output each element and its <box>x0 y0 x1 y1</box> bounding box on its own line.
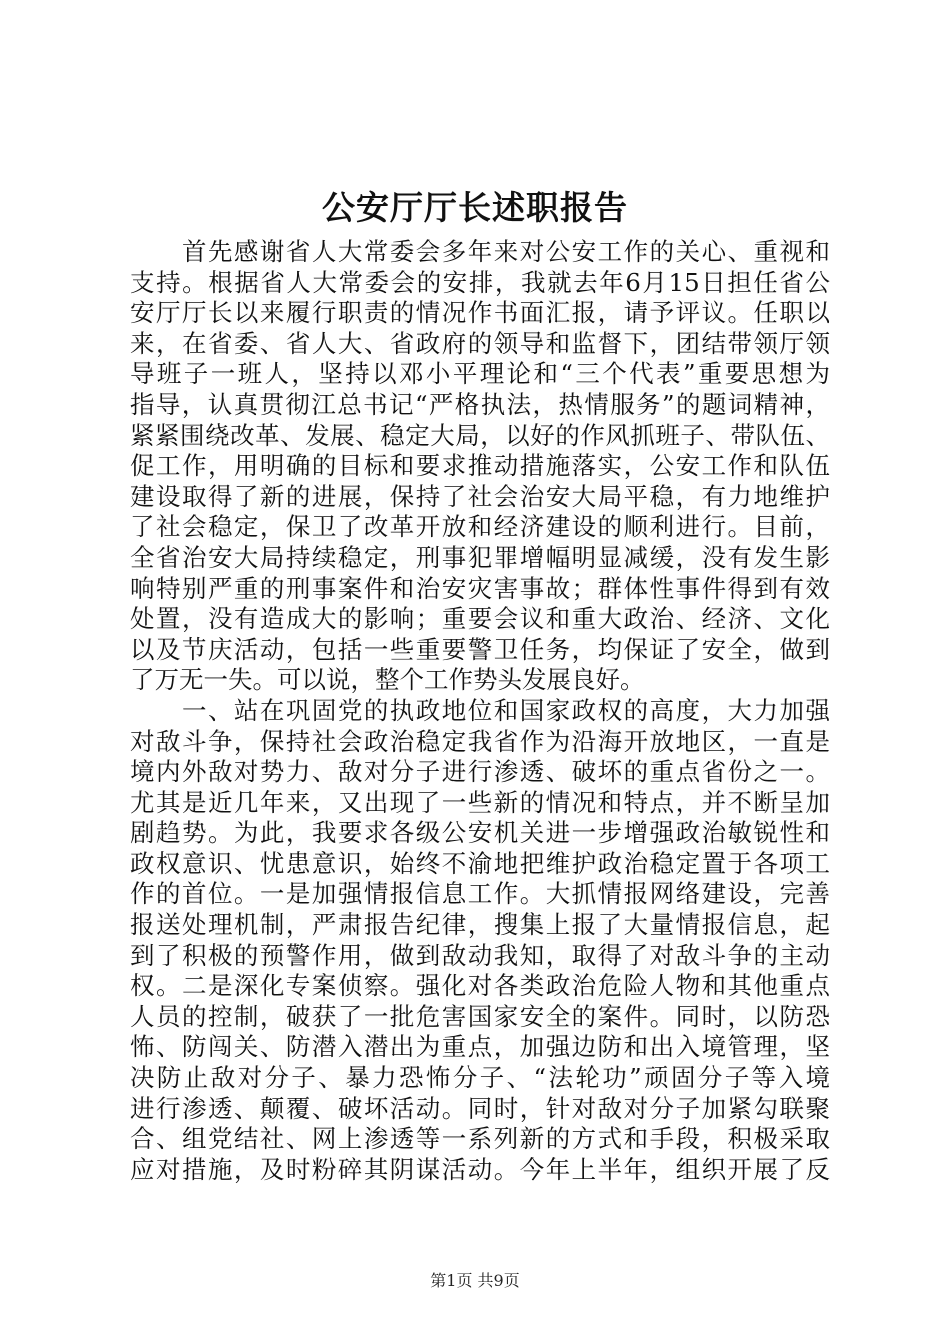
body-line: 一、站在巩固党的执政地位和国家政权的高度，大力加强 <box>130 695 830 725</box>
body-line: 进行渗透、颠覆、破坏活动。同时，针对敌对分子加紧勾联聚 <box>130 1093 830 1123</box>
document-title: 公安厅厅长述职报告 <box>322 188 628 227</box>
body-line: 政权意识、忧患意识，始终不渝地把维护政治稳定置于各项工 <box>130 848 830 878</box>
body-line: 支持。根据省人大常委会的安排，我就去年6月15日担任省公 <box>130 267 830 297</box>
body-line: 导班子一班人，坚持以邓小平理论和“三个代表”重要思想为 <box>130 359 830 389</box>
body-line: 了社会稳定，保卫了改革开放和经济建设的顺利进行。目前， <box>130 512 830 542</box>
body-line: 紧紧围绕改革、发展、稳定大局，以好的作风抓班子、带队伍、 <box>130 420 830 450</box>
body-line: 合、组党结社、网上渗透等一系列新的方式和手段，积极采取 <box>130 1124 830 1154</box>
body-line: 对敌斗争，保持社会政治稳定我省作为沿海开放地区，一直是 <box>130 726 830 756</box>
body-line: 建设取得了新的进展，保持了社会治安大局平稳，有力地维护 <box>130 481 830 511</box>
body-line: 处置，没有造成大的影响；重要会议和重大政治、经济、文化 <box>130 604 830 634</box>
body-line: 尤其是近几年来，又出现了一些新的情况和特点，并不断呈加 <box>130 787 830 817</box>
body-line: 人员的控制，破获了一批危害国家安全的案件。同时，以防恐 <box>130 1001 830 1031</box>
body-line: 以及节庆活动，包括一些重要警卫任务，均保证了安全，做到 <box>130 634 830 664</box>
body-line: 决防止敌对分子、暴力恐怖分子、“法轮功”顽固分子等入境 <box>130 1063 830 1093</box>
body-line: 促工作，用明确的目标和要求推动措施落实，公安工作和队伍 <box>130 451 830 481</box>
body-line: 全省治安大局持续稳定，刑事犯罪增幅明显减缓，没有发生影 <box>130 542 830 572</box>
body-line: 报送处理机制，严肃报告纪律，搜集上报了大量情报信息，起 <box>130 910 830 940</box>
body-line: 剧趋势。为此，我要求各级公安机关进一步增强政治敏锐性和 <box>130 818 830 848</box>
body-line: 了万无一失。可以说，整个工作势头发展良好。 <box>130 665 645 695</box>
body-line: 应对措施，及时粉碎其阴谋活动。今年上半年，组织开展了反 <box>130 1154 830 1184</box>
body-line: 到了积极的预警作用，做到敌动我知，取得了对敌斗争的主动 <box>130 940 830 970</box>
body-line: 怖、防闯关、防潜入潜出为重点，加强边防和出入境管理，坚 <box>130 1032 830 1062</box>
body-line: 权。二是深化专案侦察。强化对各类政治危险人物和其他重点 <box>130 971 830 1001</box>
document-body <box>130 237 830 1185</box>
body-line: 首先感谢省人大常委会多年来对公安工作的关心、重视和 <box>130 237 830 266</box>
body-line: 来，在省委、省人大、省政府的领导和监督下，团结带领厅领 <box>130 328 830 358</box>
page-number-footer: 第1页 共9页 <box>430 1271 520 1290</box>
body-line: 安厅厅长以来履行职责的情况作书面汇报，请予评议。任职以 <box>130 298 830 328</box>
body-line: 响特别严重的刑事案件和治安灾害事故；群体性事件得到有效 <box>130 573 830 603</box>
body-line: 境内外敌对势力、敌对分子进行渗透、破坏的重点省份之一。 <box>130 757 830 787</box>
body-line: 指导，认真贯彻江总书记“严格执法，热情服务”的题词精神， <box>130 389 830 419</box>
body-line: 作的首位。一是加强情报信息工作。大抓情报网络建设，完善 <box>130 879 830 909</box>
